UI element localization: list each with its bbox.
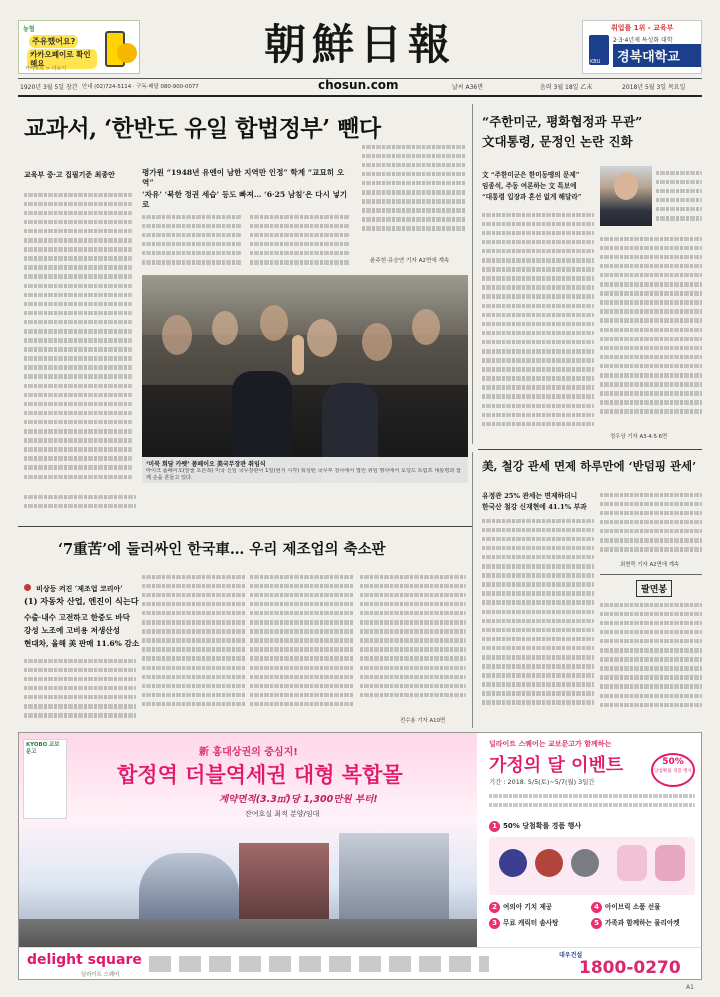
edition: 날씨 A36면: [452, 84, 484, 91]
ad-top-line: 新 홍대상권의 중심지!: [199, 747, 298, 758]
moon-portrait: [600, 166, 652, 226]
lead-col-2: [142, 210, 242, 272]
kbu-logo-text: KBU: [590, 59, 601, 65]
builder-logo: 대우건설: [559, 952, 583, 959]
side-quote-2: 임종석, 주동 여론하는 文 특보에: [482, 182, 577, 190]
event-item-3: 3 무료 캐릭터 솜사탕: [489, 917, 559, 929]
mfg-sub-2: 강성 노조에 고비용 저생산성: [24, 626, 120, 635]
lead-subhead-1: 평가원 “1948년 유엔이 남한 지역만 인정” 학계 “교묘히 오역”: [142, 168, 345, 187]
ad-line1: 주유했어요?: [29, 35, 78, 48]
mfg-col-3: [250, 570, 354, 720]
ad-school: 경북대학교: [613, 44, 701, 67]
lead-author: 윤주헌·유승연 기자 A2면에 계속: [370, 258, 450, 264]
side-headline-2[interactable]: 文대통령, 문정인 논란 진화: [482, 134, 633, 149]
lead-subhead-2: ‘자유’ ‘북한 정권 세습’ 등도 빠져… ‘6·25 남침’은 다시 넣기로: [142, 190, 348, 209]
lead-col-4: [362, 140, 466, 252]
ad-headline: 합정역 더블역세권 대형 복합몰: [117, 763, 403, 787]
flower-icon: [24, 584, 31, 591]
ad-brand-kr: 딜라이트 스퀘어: [81, 972, 120, 978]
mfg-author: 전수용 기자 A10면: [400, 718, 446, 724]
number-3-icon: 3: [489, 918, 500, 929]
ad-phone[interactable]: 1800-0270: [579, 958, 681, 978]
mfg-col-1: [24, 654, 136, 720]
mfg-kicker: [24, 576, 140, 595]
mfg-col-2: [142, 570, 246, 720]
event-title: 가정의 달 이벤트: [489, 755, 624, 776]
site-url[interactable]: chosun.com: [318, 78, 399, 92]
event-item-4: 4 아이브릭 소품 선물: [591, 901, 661, 913]
mfg-kicker-text: 비상등 켜진 ‘제조업 코리아’: [36, 584, 123, 593]
trade-col-1: [482, 514, 594, 720]
lead-col-1: [24, 188, 132, 488]
side-quote-3: “대통령 입장과 혼선 없게 해달라”: [482, 193, 582, 201]
event-item-1: 1 50% 당첨확률 경품 행사: [489, 821, 581, 832]
ad-bottom-strip: [19, 947, 702, 980]
ad-line2: 카카오페이로 확인해요: [27, 49, 97, 69]
number-1-icon: 1: [489, 821, 500, 832]
event-top: 딜라이트 스퀘어는 교보문고가 함께하는: [489, 740, 612, 748]
event-item-2: 2 여의아 기치 제공: [489, 901, 552, 913]
founded: 1920년 3월 5일 창간: [20, 84, 78, 91]
page-number: A1: [686, 984, 694, 991]
issue-date: 2018년 5월 3일 목요일: [622, 84, 686, 91]
trade-author: 최현묵 기자 A2면에 계속: [620, 562, 680, 568]
mfg-col-4: [360, 570, 466, 712]
side-headline-1[interactable]: “주한미군, 평화협정과 무관”: [482, 114, 643, 129]
lead-col-1-cont: [24, 490, 136, 516]
column-body: [600, 598, 702, 722]
event-panel: [483, 733, 702, 947]
event-period: 기간 : 2018. 5/5(토)~5/7(월) 3일간: [489, 778, 595, 786]
lead-byline: [24, 170, 132, 188]
number-5-icon: 5: [591, 918, 602, 929]
side-col-1: [482, 208, 594, 440]
mfg-sub-1: 수출·내수 고전하고 한중도 바닥: [24, 613, 130, 622]
ad-brand-small: 농협: [23, 26, 35, 33]
ad-top-right[interactable]: [582, 20, 702, 74]
masthead-title: 朝鮮日報: [263, 20, 456, 69]
trade-col-2: [600, 488, 702, 558]
contact: 안내 (02)724-5114 · 구독·배달 080-900-0077: [82, 84, 199, 90]
side-quote-1: 文 “주한미군은 한미동맹의 문제”: [482, 171, 580, 179]
side-author: 정우상 기자 A3·4·5·6면: [610, 434, 668, 440]
event-badge: [651, 753, 695, 787]
lead-headline[interactable]: 교과서, ‘한반도 유일 합법정부’ 뺀다: [24, 115, 381, 142]
trade-sub-1: 유정관 25% 관세는 면제하더니: [482, 492, 578, 500]
lead-photo[interactable]: [142, 275, 468, 483]
photo-caption-body: 마이크 폼페이오(앞줄 오른쪽) 미국 신임 국무장관이 1일(현지 시각) 워싱턴 국무부 청사에서 열린 취임 행사에서 도널드 트럼프 대통령과 함께 손을 흔들고 있다.: [146, 468, 462, 481]
lead-byline-text: 교육부 중·고 집필기준 최종안: [24, 170, 115, 179]
ad-sub: 잔여호실 최적 분양/임대: [245, 810, 320, 818]
character-icon: [117, 43, 137, 63]
lunar-date: 음력 3월 18일 乙未: [540, 84, 593, 91]
event-badge-sub: 당첨확률 경품 행사: [654, 769, 692, 774]
partner-logos: [149, 956, 489, 972]
ad-footer: 카카오톡 > 더보기: [25, 66, 67, 72]
prize-images: [489, 837, 695, 895]
ad-price: 계약면적(3.3㎡)당 1,300만원 부터!: [219, 794, 378, 805]
column-title: 팔면봉: [636, 580, 672, 597]
ad-top-left[interactable]: [18, 20, 140, 74]
ad-badge: 취업률 1위 - 교육부: [611, 24, 674, 32]
event-desc: [489, 789, 695, 817]
trade-headline[interactable]: 美, 철강 관세 면제 하루만에 ‘반덤핑 관세’: [482, 459, 697, 473]
trade-sub-2: 한국산 철강 신재현에 41.1% 부과: [482, 503, 587, 511]
event-item-5: 5 가족과 함께하는 물리아켓: [591, 917, 680, 929]
event-badge-pct: 50%: [662, 757, 684, 767]
mfg-headline[interactable]: ‘7重苦’에 둘러싸인 한국車… 우리 제조업의 축소판: [58, 541, 386, 558]
ad-bottom[interactable]: [18, 732, 702, 980]
photo-caption-title: ‘미북 회담 카펫’ 폼페이오 美국무장관 취임식: [146, 461, 266, 468]
mfg-sub-3: 현대차, 올해 美 판매 11.6% 감소: [24, 639, 140, 648]
kyobo-panel: [23, 739, 67, 819]
number-2-icon: 2: [489, 902, 500, 913]
side-col-2: [600, 232, 702, 428]
photo-caption-box: [142, 457, 468, 483]
mfg-series: (1) 자동차 산업, 엔진이 식는다: [24, 596, 139, 606]
ad-brand: delight square: [27, 952, 142, 968]
number-4-icon: 4: [591, 902, 602, 913]
ad-right-line1: 2·3·4년제 특성화 대학: [613, 37, 673, 44]
kyobo-logo: KYOBO 교보문고: [26, 742, 60, 755]
side-col-top: [656, 166, 702, 226]
lead-col-3: [250, 210, 350, 272]
